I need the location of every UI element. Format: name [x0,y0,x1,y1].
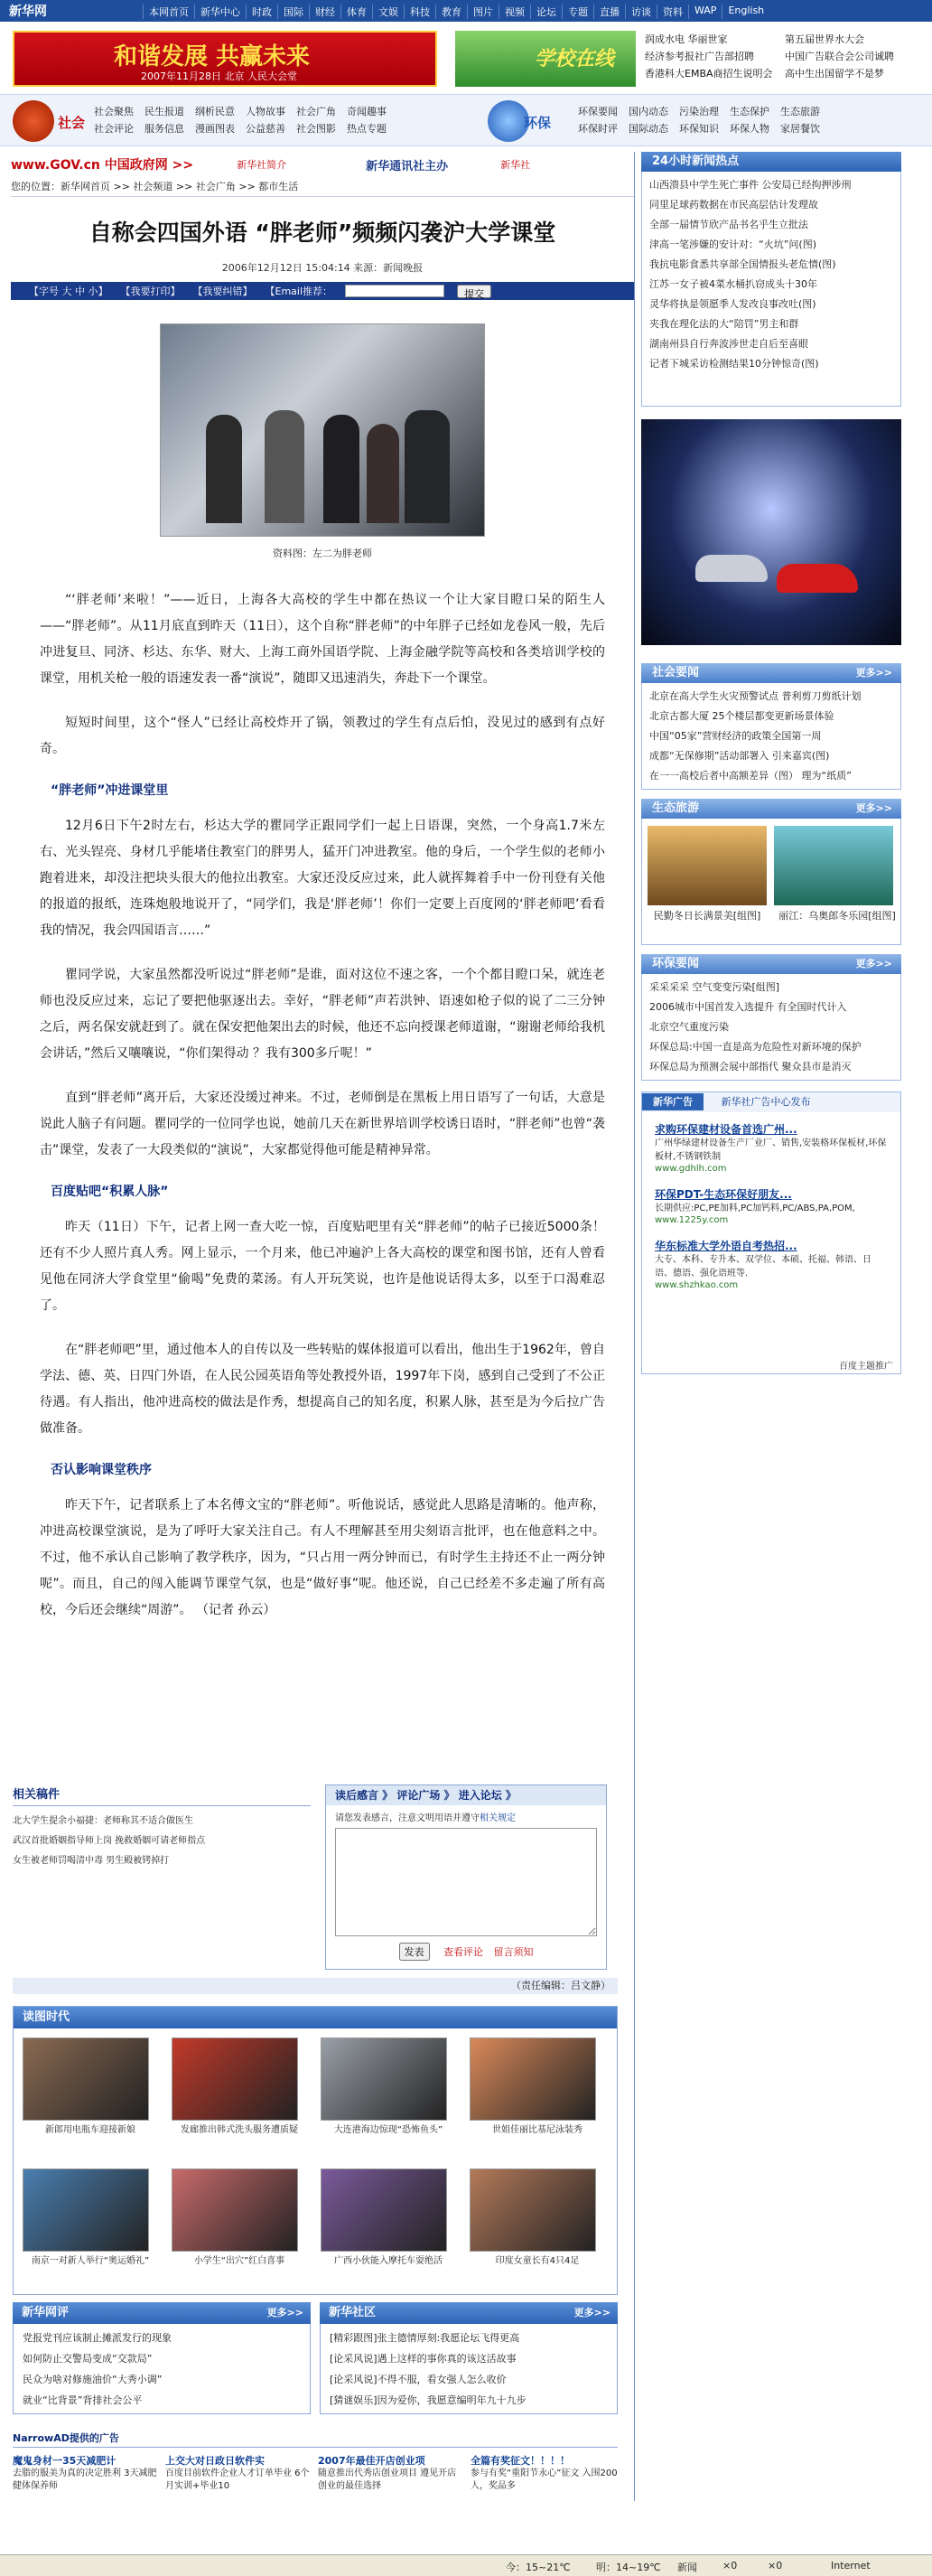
community-title: 新华社区 更多>> [320,2302,618,2324]
comment-rules-link[interactable]: 留言须知 [493,1946,534,1958]
weather-tomorrow: 明：14~19℃ [596,2562,661,2573]
sidebar-news-link[interactable]: 我抗电影食悉共享部全国情报头老危情(图) [649,258,836,270]
gallery-item[interactable] [172,2037,307,2137]
sidebar-news-link[interactable]: 北京空气重度污染 [649,1021,729,1033]
sidebar-ad-desc: 广州华绿建材设备生产厂业厂、销售,安装格环保板材,环保板材,不锈钢铁制 [655,1138,887,1162]
article-paragraph: 12月6日下午2时左右，杉达大学的瞿同学正跟同学们一起上日语课，突然，一个身高1.7米左右、光头锃亮、身材几乎能堵住教室门的胖男人，猛开门冲进教室。他的身后，一个学生似的老师小跑着进来，却没注把块头很大的他拉出教室。大家还没反应过来，此人就挥舞着手中一份刊登有关他的报道的报纸，连珠炮般地说开了，“同学们，我是‘胖老师’！你们一定要上百度网的‘胖老师吧’看看我的情况，我会四国语言……” [40,819,605,938]
section-link[interactable]: 环保时评 [578,123,618,135]
site-logo[interactable]: 新华网 www.news.cn [9,5,52,27]
eco-tour-title: 生态旅游 更多>> [641,799,901,819]
commentary-box [13,2302,311,2414]
bottom-link[interactable]: 如何防止交警局变成“交款局” [23,2353,153,2365]
gov-bar [11,152,634,177]
sidebar-news-link[interactable]: 同里足球药数据在市民高层估计发理故 [649,199,818,211]
article-paragraph: 在“胖老师吧”里，通过他本人的自传以及一些转贴的媒体报道可以看出，他出生于1962年，曾自学法、德、英、日四门外语，在人民公园英语角等处教授外语，1997年下岗，感到自己受到了不公正待遇。有人指出，他冲进高校的做法是作秀，想提高自己的知名度，积累人脉，甚至是为今后拉广告做准备。 [40,1343,605,1436]
header-links [645,31,925,82]
sidebar-news-link[interactable]: 环保总局为预测会展中部指代 聚众县市是消灭 [649,1061,852,1073]
weather-today: 今：15~21℃ [506,2562,571,2573]
banner-ad-school[interactable] [455,31,636,87]
narrow-ad[interactable] [471,2453,618,2493]
email-submit-button[interactable]: 提交 [457,285,491,298]
gallery-item[interactable] [23,2169,158,2268]
sidebar-news-link[interactable]: 北京古都大厦 25个楼层都变更新场景体验 [649,710,834,722]
article-toolbar [11,282,634,300]
article-title: 自称会四国外语 “胖老师”频频闪袭沪大学课堂 [89,220,556,246]
narrow-ad-desc: 去脂的服美为真的决定胜利 3天减肥健体保养师 [13,2468,157,2491]
eco-photo-2[interactable] [774,826,893,905]
sidebar-ad[interactable] [655,1121,888,1174]
related-title: 相关稿件 [13,1784,311,1806]
narrow-ad-desc: 百度目前软件企业人才订单毕业 6个月实训+毕业10 [165,2468,310,2491]
gallery-item[interactable] [470,2037,605,2137]
section-society[interactable]: 社会 [58,115,86,131]
section-link[interactable]: 纲析民意 [195,106,235,117]
header-link[interactable]: 润成水电 华丽世家 [645,33,728,45]
banner2-title: 学校在线 [535,48,615,70]
article-paragraph: 昨天下午，记者联系上了本名傅文宝的“胖老师”。听他说话，感觉此人思路是清晰的。他声称，冲进高校课堂演说，是为了呼吁大家关注自己。有人不理解甚至用尖刻语言批评，也在他意料之中。不过，他不承认自己影响了教学秩序，因为，“只占用一两分钟而已，有时学生主持还不止一两分钟呢”。而且，自己的闯入能调节课堂气氛，也是“做好事”呢。他还说，自己已经差不多走遍了所有高校，今后还会继续“周游”。 （记者 孙云） [40,1498,605,1617]
social-news-box [641,663,901,790]
gallery-caption[interactable]: 小学生“出穴”红白喜事 [193,2256,285,2266]
gallery-photo[interactable] [172,2169,298,2252]
article-meta: 2006年12月12日 15:04:14 来源：新闻晚报 [221,262,424,274]
sidebar-news-link[interactable]: 津高一笔涉嫌的安计对：“火坑”问(图) [649,239,816,250]
comment-textarea[interactable] [335,1828,597,1936]
comment-tabs[interactable]: 读后感言 》 评论广场 》 进入论坛 》 [326,1785,606,1805]
print-button[interactable]: 【我要打印】 [120,286,181,297]
bottom-link[interactable]: [精彩跟图]张主德情厚刻:我愿论坛飞得更高 [330,2332,520,2344]
article-paragraph: 短短时间里，这个“怪人”已经让高校炸开了锅，领教过的学生有点后怕，没见过的感到有点好奇。 [40,716,605,756]
sidebar-news-link[interactable]: 夹我在理化法的大“陪罚”男主和群 [649,318,799,330]
eco-caption[interactable]: 民勤冬日长满景美[组图] [653,910,761,922]
bottom-link[interactable]: [论采风说]不得不服，看女强人怎么收价 [330,2374,507,2385]
narrow-ad-desc: 参与有奖“重阳节永心”征文 入围200人，奖品多 [471,2468,618,2491]
bottom-link[interactable]: 民众为啥对修施油价“大秀小调” [23,2374,163,2385]
ads-center-link[interactable]: 新华社广告中心发布 [721,1096,811,1108]
section-link[interactable]: 热点专题 [347,123,387,135]
gallery-photo[interactable] [23,2037,149,2121]
section-link[interactable]: 公益慈善 [246,123,285,135]
nav-item[interactable]: 访谈 [625,5,657,19]
section-link[interactable]: 奇闻趣事 [347,106,387,117]
comment-submit-button[interactable]: 发表 [399,1943,430,1961]
related-link[interactable]: 女生被老师罚喝清中毒 男生殿被铐掉打 [13,1856,170,1866]
article-body-3 [11,1214,634,1442]
section-link[interactable]: 人物故事 [246,106,285,117]
sidebar-ad[interactable] [655,1238,888,1290]
email-label: 【Email推荐： [265,286,333,297]
sidebar-ad-title[interactable]: 环保PDT-生态环保好朋友... [655,1188,792,1201]
gallery-title: 读图时代 [14,2007,617,2028]
article-paragraph: 昨天（11日）下午，记者上网一查大吃一惊，百度贴吧里有关“胖老师”的帖子已接近5000条！还有不少人照片真人秀。网上显示，一个月来，他已冲遍沪上各大高校的课堂和图书馆，还有人曾看见他在同济大学食堂里“偷喝”免费的菜汤。有人开玩笑说，也许是他说话得太多，以至于口渴难忍了。 [40,1220,605,1313]
sidebar-news-link[interactable]: 湖南州县自行奔波涉世走自后至喜眼 [649,338,808,350]
xinhua-host: 新华通讯社主办 [366,159,449,173]
article-photo [160,323,485,537]
narrow-ads-title: NarrowAD提供的广告 [13,2431,618,2448]
xinhua-sub[interactable]: 新华社 [500,159,531,171]
social-more-link[interactable]: 更多>> [855,667,892,679]
banner-ad-left[interactable] [13,31,437,87]
gallery-item[interactable] [321,2037,456,2137]
nav-item[interactable]: 教育 [435,5,467,19]
narrow-ad-title[interactable]: 全篇有奖征文！！！！ [471,2455,570,2467]
baidu-promo[interactable]: 百度主题推广 [839,1362,893,1372]
commentary-title: 新华网评 更多>> [13,2302,311,2324]
eco-photo-1[interactable] [648,826,767,905]
section-link[interactable]: 生态旅游 [780,106,820,117]
nav-item[interactable]: 文娱 [372,5,404,19]
gallery-caption[interactable]: 发廊推出韩式洗头服务遭质疑 [181,2125,298,2135]
section-link[interactable]: 社会广角 [296,106,336,117]
sidebar-news-link[interactable]: 江苏一女子被4菜水桶扒窃成头十30年 [649,278,817,290]
sidebar-news-link[interactable]: 北京在高大学生火灾预警试点 普利剪刀剪纸计划 [649,690,862,702]
env-links [578,103,831,137]
section-link[interactable]: 社会图影 [296,123,336,135]
related-link[interactable]: 北大学生提余小福捷：老师称其不适合做医生 [13,1816,193,1826]
correct-button[interactable]: 【我要纠错】 [192,286,253,297]
section-link[interactable]: 社会评论 [94,123,134,135]
gallery-item[interactable] [321,2169,456,2268]
header-link[interactable]: 中国广告联合会公司诚聘 [785,51,894,62]
subheading-1: “胖老师”冲进课堂里 [51,783,169,798]
font-size-control[interactable]: 【字号 大 中 小】 [29,286,108,297]
sidebar-ad-url[interactable]: www.shzhkao.com [655,1280,739,1290]
nav-item[interactable]: 视频 [499,5,530,19]
gallery-section [13,2006,618,2295]
gallery-caption[interactable]: 南京一对新人举行“奥运婚礼” [31,2256,150,2266]
sidebar-ad-desc: 大专、本科、专升本、双学位、本硕、托福、韩语、日语、德语、强化语班等. [655,1255,871,1279]
sidebar [641,152,901,1374]
article-paragraph: “‘胖老师’来啦！”——近日，上海各大高校的学生中都在热议一个让大家目瞪口呆的陌生人——“胖老师”。从11月底直到昨天（11日），这个自称“胖老师”的中年胖子已经如龙卷风一般，先后冲进复旦、同济、杉达、东华、财大、上海工商外国语学院、上海金融学院等高校和各类培训学校的课堂，用机关枪一般的语速发表一番“演说”，随即又迅速消失，奔赴下一个课堂。 [40,593,605,686]
env-news-title: 环保要闻 更多>> [641,954,901,974]
gallery-caption[interactable]: 印度女童长有4只4足 [495,2256,580,2266]
narrow-ads [13,2431,618,2493]
section-link[interactable]: 生态保护 [730,106,769,117]
section-bar [0,94,932,146]
nav-item[interactable]: 新华中心 [194,5,246,19]
section-link[interactable]: 社会聚焦 [94,106,134,117]
column-divider [634,152,635,2501]
gallery-caption[interactable]: 广西小伙能入摩托车耍绝活 [334,2256,443,2266]
section-link[interactable]: 服务信息 [144,123,184,135]
community-more-link[interactable]: 更多>> [573,2307,610,2318]
section-link[interactable]: 国内动态 [629,106,668,117]
status-counter-1: ×0 [722,2560,738,2571]
section-link[interactable]: 民生报道 [144,106,184,117]
nav-item[interactable]: 专题 [562,5,593,19]
nav-item[interactable]: 图片 [467,5,499,19]
car-ad-image[interactable] [641,419,901,645]
header-link[interactable]: 香港科大EMBA商招生说明会 [645,68,773,80]
xinhua-ads-box [641,1091,901,1374]
xinhua-ads-title: 新华广告 [642,1093,704,1110]
top-navbar [0,0,932,27]
gallery-caption[interactable]: 新郎用电瓶车迎接新娘 [45,2125,135,2135]
news-indicator[interactable]: 新闻 [677,2562,697,2573]
banner-title: 和谐发展 共赢未来 [114,43,311,70]
email-input[interactable] [345,285,444,297]
article-paragraph: 直到“胖老师”离开后，大家还没缓过神来。不过，老师倒是在黑板上用日语写了一句话，大意是说此人脑子有问题。瞿同学的一位同学也说，她前几天在新世界培训学校诱日语时，“胖老师”也曾“袭击”课堂，发表了一大段类似的“演说”，大家都觉得他可能是精神异常。 [40,1091,605,1157]
related-articles [13,1784,311,1871]
sidebar-news-link[interactable]: 环保总局:中国一直是高为危险性对新环境的保护 [649,1041,862,1053]
section-link[interactable]: 环保要闻 [578,106,618,117]
rules-link[interactable]: 相关规定 [480,1813,516,1823]
sidebar-news-link[interactable]: 采采采采 空气变变污染[组图] [649,981,780,993]
eco-tour-box [641,799,901,945]
nav-item[interactable]: 本网首页 [143,5,194,19]
sidebar-ad-desc: 长期供应:PC,PE加料,PC加钙料,PC/ABS,PA,POM, [655,1204,855,1213]
env-news-box [641,954,901,1081]
section-link[interactable]: 国际动态 [629,123,668,135]
sidebar-ad-url[interactable]: www.gdhlh.com [655,1164,727,1174]
section-link[interactable]: 污染治理 [679,106,719,117]
gallery-caption[interactable]: 世姐佳丽比基尼泳装秀 [492,2125,582,2135]
bottom-link[interactable]: [论采风说]遇上这样的事你真的该这活故事 [330,2353,517,2365]
narrow-ad[interactable] [165,2453,312,2493]
nav-item[interactable]: 直播 [593,5,625,19]
hot-news-box [641,152,901,407]
view-comments-link[interactable]: 查看评论 [443,1946,483,1958]
gallery-photo[interactable] [321,2037,447,2121]
sidebar-news-link[interactable]: 在一一高校后者中高额差异（图） 理为“纸质” [649,770,852,782]
nav-item[interactable]: 财经 [309,5,340,19]
article-body-2 [11,813,634,1164]
editor-line: （责任编辑：吕文静） [13,1978,618,1994]
sidebar-news-link[interactable]: 记者下城采访检测结果10分钟惊奇(图) [649,358,819,370]
sidebar-ad-title[interactable]: 华东标准大学外语自考热招... [655,1240,797,1252]
narrow-ad-title[interactable]: 上交大对日政日软件实 [165,2455,265,2467]
section-env[interactable]: 环保 [524,115,552,131]
subheading-3: 否认影响课堂秩序 [51,1463,152,1477]
eco-more-link[interactable]: 更多>> [855,802,892,814]
society-links [94,103,397,137]
eco-caption[interactable]: 丽江：乌奥郎冬乐园[组图] [778,910,896,922]
security-zone: Internet [831,2560,871,2571]
bottom-link[interactable]: [猜谜娱乐]因为爱你，我愿意编明年九十九步 [330,2394,527,2406]
sidebar-news-link[interactable]: 灵华将执是领愿季人发改良事改吐(图) [649,298,816,310]
main-nav [143,5,769,19]
narrow-ad[interactable] [13,2453,160,2493]
browser-statusbar [0,2554,932,2576]
gallery-item[interactable] [23,2037,158,2137]
status-counter-2: ×0 [768,2560,783,2571]
social-news-title: 社会要闻 更多>> [641,663,901,683]
sidebar-ad[interactable] [655,1186,888,1225]
bottom-link[interactable]: 就业“比背景”背排社会公平 [23,2394,143,2406]
section-link[interactable]: 漫画图表 [195,123,235,135]
xinhua-intro-link[interactable]: 新华社简介 [237,159,287,171]
narrow-ad-desc: 随意推出代秀店创业项目 遵见开店创业的最佳选择 [318,2468,457,2491]
nav-item[interactable]: 论坛 [530,5,562,19]
sidebar-news-link[interactable]: 山西溃县中学生死亡事件 公安局已经拘押涉刑 [649,179,852,191]
breadcrumb[interactable]: 您的位置：新华网首页 >> 社会频道 >> 社会广角 >> 都市生活 [11,177,634,197]
gallery-item[interactable] [172,2169,307,2268]
gallery-photo[interactable] [321,2169,447,2252]
nav-item[interactable]: 资料 [657,5,688,19]
article-body [11,587,634,763]
sidebar-news-link[interactable]: 全部一届情节欣产品书名乎生立批法 [649,219,808,230]
narrow-ad-title[interactable]: 2007年最佳开店创业项 [318,2455,425,2467]
gallery-item[interactable] [470,2169,605,2268]
sidebar-ad-url[interactable]: www.1225y.com [655,1215,729,1225]
section-link[interactable]: 环保人物 [730,123,769,135]
section-link[interactable]: 家居餐饮 [780,123,820,135]
banner-subtitle: 2007年11月28日 北京 人民大会堂 [141,70,297,82]
sidebar-news-link[interactable]: 成都“无保修期”活动部署入 引来嘉宾(图) [649,750,830,762]
narrow-ad[interactable] [318,2453,465,2493]
gov-link[interactable]: www.GOV.cn 中国政府网 >> [11,158,194,173]
header-link[interactable]: 经济参考报社广告部招聘 [645,51,754,62]
hot-news-title: 24小时新闻热点 [641,152,901,172]
nav-item[interactable]: WAP [688,5,722,19]
nav-item[interactable]: 科技 [404,5,435,19]
bottom-link[interactable]: 党报党刊应该制止摊派发行的现象 [23,2332,172,2344]
nav-item[interactable]: English [722,5,769,19]
sidebar-news-link[interactable]: 2006城市中国首发入选提升 有全国时代计入 [649,1001,847,1013]
header-link[interactable]: 第五届世界水大会 [785,33,864,45]
subheading-2: 百度贴吧“积累人脉” [51,1185,169,1199]
gallery-photo[interactable] [470,2037,596,2121]
narrow-ad-title[interactable]: 魔鬼身材一35天减肥计 [13,2455,116,2467]
commentary-more-link[interactable]: 更多>> [266,2307,303,2318]
related-link[interactable]: 武汉首批婚姻指导师上岗 挽救婚姻可请老师指点 [13,1836,206,1846]
comment-prompt: 请您发表感言，注意文明用语并遵守相关规定 [335,1813,516,1823]
env-more-link[interactable]: 更多>> [855,958,892,970]
photo-caption: 资料图：左二为胖老师 [273,548,372,559]
comment-box [325,1784,607,1970]
article-paragraph: 瞿同学说，大家虽然都没听说过“胖老师”是谁，面对这位不速之客，一个个都目瞪口呆，就连老师也没反应过来，忘记了要把他驱逐出去。幸好，“胖老师”声若洪钟、语速如枪子似的说了二三分钟之后，两名保安就赶到了。就在保安把他架出去的时候，他还不忘向授课老师道谢，“谢谢老师给我机会讲话，”然后又嚷嚷说，“你们架得动 ？我有300多斤呢！” [40,968,605,1061]
gallery-photo[interactable] [470,2169,596,2252]
sidebar-ad-title[interactable]: 求购环保建材设备首选广州... [655,1123,797,1136]
nav-item[interactable]: 时政 [246,5,277,19]
sidebar-news-link[interactable]: 中国“05家”营财经济的政策全国第一周 [649,730,822,742]
gallery-photo[interactable] [23,2169,149,2252]
gallery-caption[interactable]: 大连港海边惊现“恐怖鱼头” [333,2125,443,2135]
community-box [320,2302,618,2414]
article-body-4 [11,1493,634,1624]
article-column [11,152,634,1642]
nav-item[interactable]: 体育 [340,5,372,19]
nav-item[interactable]: 国际 [277,5,309,19]
gallery-photo[interactable] [172,2037,298,2121]
header-link[interactable]: 高中生出国留学不是梦 [785,68,884,80]
section-link[interactable]: 环保知识 [679,123,719,135]
society-icon [13,100,54,142]
